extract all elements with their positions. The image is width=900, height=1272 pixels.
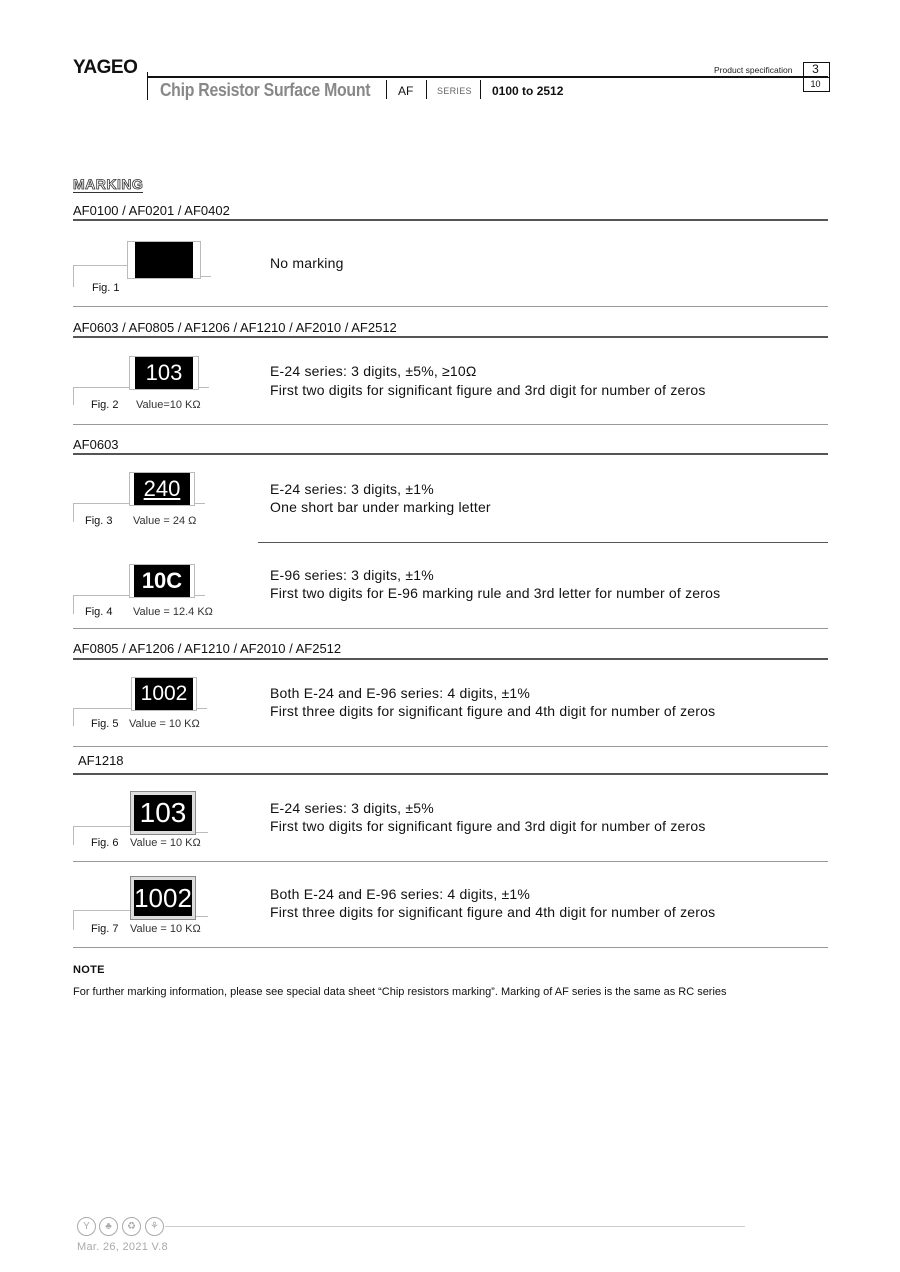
leader-line — [195, 503, 205, 504]
figure-value: Value = 12.4 KΩ — [133, 606, 213, 618]
figure-label: Fig. 3 — [85, 515, 113, 527]
series-label: SERIES — [437, 86, 472, 96]
leader-line — [73, 387, 74, 405]
chip-resistor-fig1 — [127, 241, 201, 279]
leader-line — [196, 832, 208, 833]
group-rule — [73, 773, 828, 775]
leader-line — [73, 595, 129, 596]
figure-label: Fig. 4 — [85, 606, 113, 618]
header-divider — [147, 72, 148, 100]
leader-line — [73, 265, 127, 266]
page-number: 3 — [812, 62, 819, 76]
group-title: AF0603 / AF0805 / AF1206 / AF1210 / AF2010 / AF2512 — [73, 320, 397, 335]
leader-line — [73, 910, 130, 911]
figure-label: Fig. 7 — [91, 923, 119, 935]
figure-description: E-24 series: 3 digits, ±5% — [270, 800, 434, 816]
header-separator — [426, 80, 427, 99]
leaf-icon: ♣ — [99, 1217, 118, 1236]
leader-line — [197, 708, 207, 709]
row-divider — [73, 628, 828, 629]
row-divider — [73, 424, 828, 425]
brand-logo: YAGEO — [73, 57, 138, 78]
chip-resistor-fig5 — [131, 677, 197, 711]
product-family: AF — [398, 84, 414, 98]
chip-resistor-fig4 — [129, 564, 195, 598]
header-rule — [147, 76, 828, 78]
leader-line — [73, 387, 129, 388]
chip-resistor-fig7 — [130, 876, 196, 920]
figure-description-detail: First two digits for significant figure and 3rd digit for number of zeros — [270, 382, 706, 398]
figure-description: Both E-24 and E-96 series: 4 digits, ±1% — [270, 685, 531, 701]
figure-value: Value=10 KΩ — [136, 399, 201, 411]
figure-description: E-96 series: 3 digits, ±1% — [270, 567, 434, 583]
row-divider — [73, 746, 828, 747]
group-title: AF0805 / AF1206 / AF1210 / AF2010 / AF2512 — [73, 641, 342, 656]
group-title: AF0603 — [73, 437, 119, 452]
chip-marking: 1002 — [135, 678, 193, 710]
row-divider — [258, 542, 828, 543]
figure-description-detail: First two digits for E-96 marking rule and 3rd letter for number of zeros — [270, 585, 721, 601]
page-divider — [803, 77, 829, 78]
figure-label: Fig. 5 — [91, 718, 119, 730]
chip-resistor-fig6 — [130, 791, 196, 835]
leader-line — [195, 595, 205, 596]
figure-description-detail: First three digits for significant figure and 4th digit for number of zeros — [270, 904, 716, 920]
row-divider — [73, 947, 828, 948]
chip-marking: 103 — [134, 795, 192, 831]
figure-description: E-24 series: 3 digits, ±1% — [270, 481, 434, 497]
figure-description: No marking — [270, 255, 344, 271]
figure-description-detail: One short bar under marking letter — [270, 499, 491, 515]
figure-value: Value = 10 KΩ — [130, 837, 201, 849]
figure-description: E-24 series: 3 digits, ±5%, ≥10Ω — [270, 363, 477, 379]
chip-body — [135, 242, 193, 278]
chip-marking: 10C — [134, 565, 190, 597]
row-divider — [73, 861, 828, 862]
group-rule — [73, 336, 828, 338]
plant-icon: ⚘ — [145, 1217, 164, 1236]
figure-label: Fig. 6 — [91, 837, 119, 849]
group-title: AF1218 — [78, 753, 124, 768]
tree-icon: Y — [77, 1217, 96, 1236]
chip-marking: 240 — [134, 473, 190, 505]
page-total: 10 — [810, 79, 821, 89]
document-title: Chip Resistor Surface Mount — [160, 80, 371, 100]
leader-line — [73, 708, 74, 726]
revision-date: Mar. 26, 2021 V.8 — [77, 1241, 168, 1253]
figure-value: Value = 10 KΩ — [129, 718, 200, 730]
row-divider — [73, 306, 828, 307]
group-rule — [73, 453, 828, 455]
product-spec-label: Product specification — [714, 65, 793, 75]
figure-description: Both E-24 and E-96 series: 4 digits, ±1% — [270, 886, 531, 902]
section-underline — [73, 192, 143, 193]
figure-value: Value = 24 Ω — [133, 515, 197, 527]
size-range: 0100 to 2512 — [492, 84, 564, 98]
leader-line — [73, 265, 74, 287]
leader-line — [73, 503, 74, 522]
leader-line — [73, 503, 129, 504]
group-rule — [73, 658, 828, 660]
figure-label: Fig. 1 — [92, 282, 120, 294]
chip-marking: 1002 — [134, 880, 192, 916]
header-separator — [386, 80, 387, 99]
footer-rule — [165, 1226, 745, 1227]
group-title: AF0100 / AF0201 / AF0402 — [73, 203, 230, 218]
chip-resistor-fig3 — [129, 472, 195, 506]
chip-resistor-fig2 — [129, 356, 199, 390]
leader-line — [73, 595, 74, 614]
leader-line — [201, 276, 211, 277]
note-text: For further marking information, please see special data sheet “Chip resistors marking”. Marking of AF series is the same as RC series — [73, 986, 727, 998]
section-title: MARKING — [73, 176, 144, 192]
figure-description-detail: First two digits for significant figure and 3rd digit for number of zeros — [270, 818, 706, 834]
leader-line — [199, 387, 209, 388]
leader-line — [73, 708, 131, 709]
leader-line — [73, 826, 74, 845]
note-title: NOTE — [73, 964, 105, 976]
leader-line — [196, 916, 208, 917]
recycle-icon: ♻ — [122, 1217, 141, 1236]
chip-marking: 103 — [135, 357, 193, 389]
header-separator — [480, 80, 481, 99]
figure-description-detail: First three digits for significant figure and 4th digit for number of zeros — [270, 703, 716, 719]
leader-line — [73, 910, 74, 930]
figure-value: Value = 10 KΩ — [130, 923, 201, 935]
leader-line — [73, 826, 130, 827]
figure-label: Fig. 2 — [91, 399, 119, 411]
group-rule — [73, 219, 828, 221]
